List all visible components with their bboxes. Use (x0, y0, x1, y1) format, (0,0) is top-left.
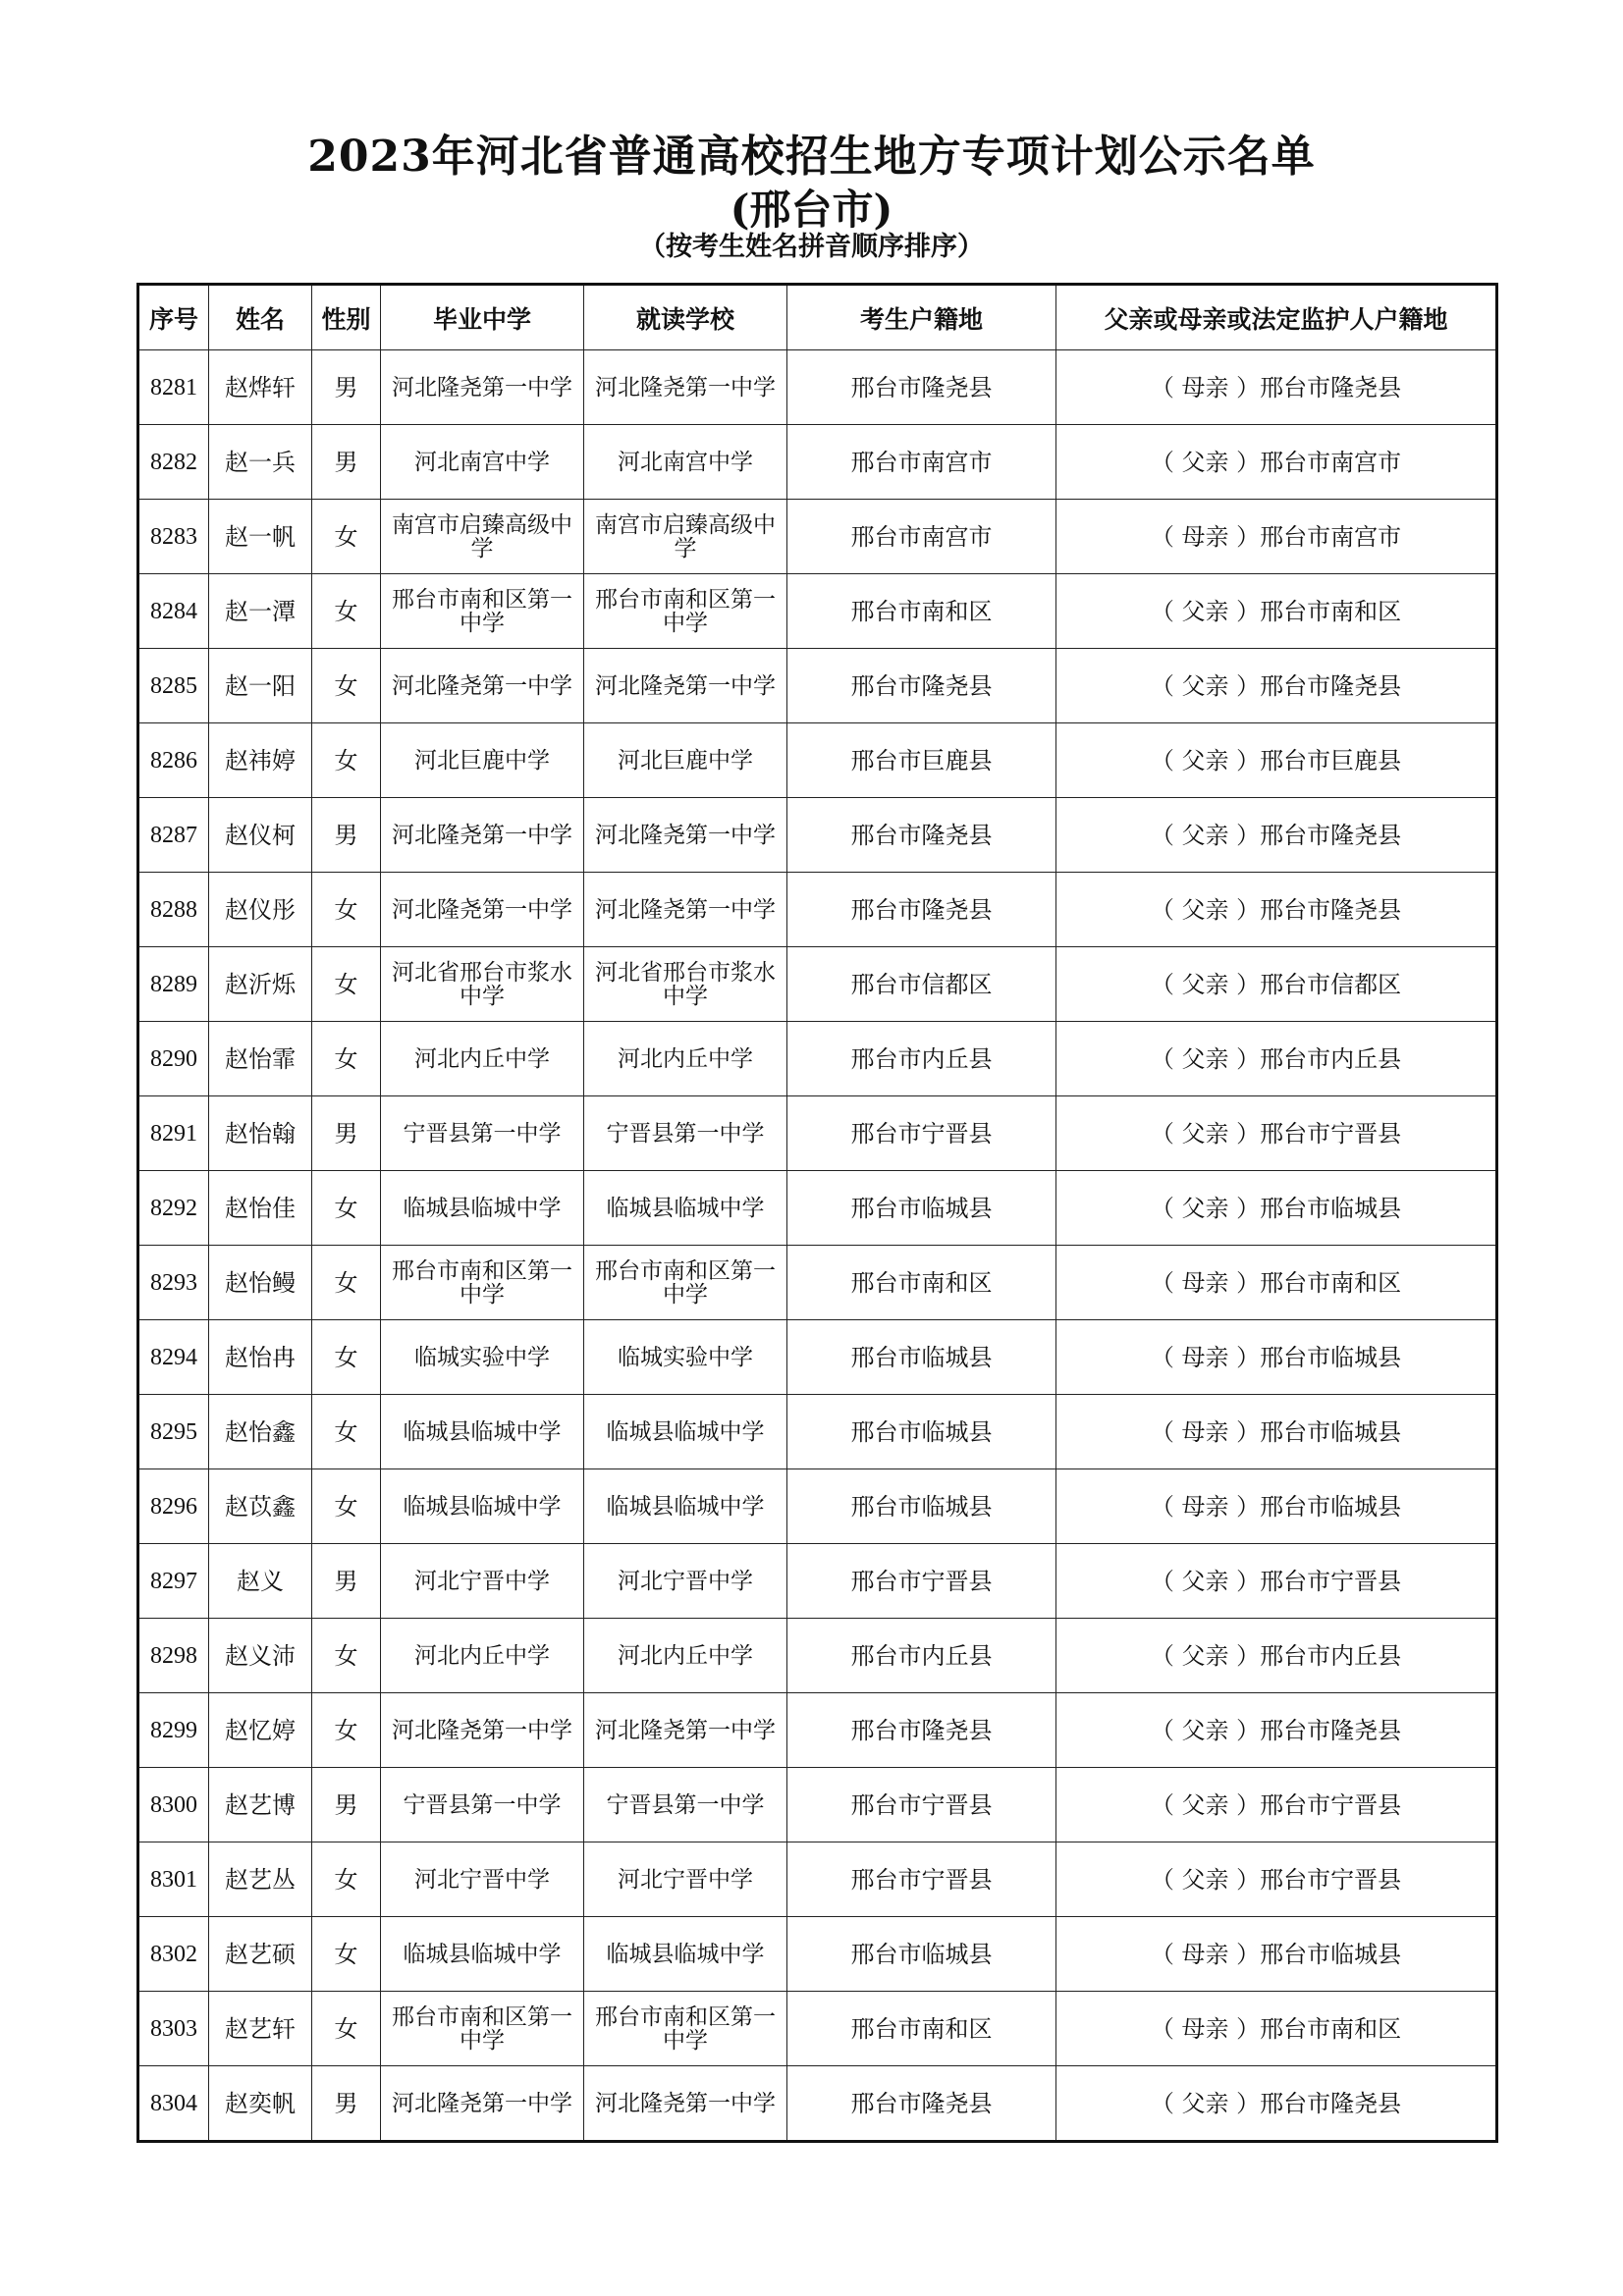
cell-graduation-school: 南宫市启臻高级中学 (381, 500, 584, 574)
header-name: 姓名 (209, 285, 312, 350)
cell-graduation-school: 宁晋县第一中学 (381, 1768, 584, 1842)
cell-current-school: 河北巨鹿中学 (584, 723, 787, 798)
table-row (138, 1619, 1497, 1693)
cell-name: 赵艺丛 (209, 1842, 312, 1917)
cell-gender: 女 (312, 1917, 381, 1992)
cell-current-school: 临城县临城中学 (584, 1171, 787, 1246)
cell-graduation-school: 河北内丘中学 (381, 1619, 584, 1693)
table-row (138, 1469, 1497, 1544)
cell-graduation-school: 邢台市南和区第一中学 (381, 574, 584, 649)
header-gender: 性别 (312, 285, 381, 350)
cell-gender: 女 (312, 1693, 381, 1768)
cell-household-registration: 邢台市内丘县 (787, 1619, 1056, 1693)
cell-household-registration: 邢台市内丘县 (787, 1022, 1056, 1096)
table-row (138, 1842, 1497, 1917)
table-row (138, 798, 1497, 873)
table-row (138, 649, 1497, 723)
cell-serial-no: 8296 (138, 1469, 209, 1544)
cell-household-registration: 邢台市南和区 (787, 1246, 1056, 1320)
cell-serial-no: 8303 (138, 1992, 209, 2066)
cell-serial-no: 8288 (138, 873, 209, 947)
cell-household-registration: 邢台市信都区 (787, 947, 1056, 1022)
cell-serial-no: 8285 (138, 649, 209, 723)
cell-name: 赵忆婷 (209, 1693, 312, 1768)
cell-current-school: 南宫市启臻高级中学 (584, 500, 787, 574)
cell-graduation-school: 邢台市南和区第一中学 (381, 1246, 584, 1320)
cell-name: 赵苡鑫 (209, 1469, 312, 1544)
cell-guardian-registration: （ 父亲 ）邢台市宁晋县 (1056, 1768, 1497, 1842)
cell-gender: 女 (312, 1022, 381, 1096)
cell-name: 赵义 (209, 1544, 312, 1619)
cell-name: 赵怡佳 (209, 1171, 312, 1246)
cell-current-school: 河北隆尧第一中学 (584, 350, 787, 425)
cell-graduation-school: 河北隆尧第一中学 (381, 350, 584, 425)
cell-serial-no: 8294 (138, 1320, 209, 1395)
table-row (138, 1544, 1497, 1619)
table-row (138, 1022, 1497, 1096)
cell-current-school: 河北隆尧第一中学 (584, 798, 787, 873)
cell-guardian-registration: （ 父亲 ）邢台市宁晋县 (1056, 1842, 1497, 1917)
cell-guardian-registration: （ 父亲 ）邢台市隆尧县 (1056, 1693, 1497, 1768)
table-row (138, 1171, 1497, 1246)
cell-gender: 女 (312, 873, 381, 947)
cell-graduation-school: 临城县临城中学 (381, 1171, 584, 1246)
cell-serial-no: 8286 (138, 723, 209, 798)
cell-name: 赵一潭 (209, 574, 312, 649)
cell-current-school: 宁晋县第一中学 (584, 1768, 787, 1842)
cell-current-school: 临城县临城中学 (584, 1469, 787, 1544)
cell-gender: 女 (312, 649, 381, 723)
cell-current-school: 河北隆尧第一中学 (584, 649, 787, 723)
cell-gender: 女 (312, 1395, 381, 1469)
cell-serial-no: 8300 (138, 1768, 209, 1842)
cell-household-registration: 邢台市隆尧县 (787, 2066, 1056, 2142)
cell-graduation-school: 临城县临城中学 (381, 1395, 584, 1469)
cell-current-school: 河北隆尧第一中学 (584, 1693, 787, 1768)
cell-graduation-school: 河北隆尧第一中学 (381, 2066, 584, 2142)
cell-current-school: 河北宁晋中学 (584, 1842, 787, 1917)
cell-gender: 女 (312, 1992, 381, 2066)
cell-serial-no: 8301 (138, 1842, 209, 1917)
cell-guardian-registration: （ 父亲 ）邢台市临城县 (1056, 1171, 1497, 1246)
table-row (138, 2066, 1497, 2142)
document-title: 2023年河北省普通高校招生地方专项计划公示名单 (307, 132, 1316, 182)
cell-gender: 女 (312, 1320, 381, 1395)
cell-graduation-school: 河北隆尧第一中学 (381, 649, 584, 723)
cell-gender: 男 (312, 350, 381, 425)
cell-current-school: 临城县临城中学 (584, 1395, 787, 1469)
cell-serial-no: 8282 (138, 425, 209, 500)
cell-current-school: 河北隆尧第一中学 (584, 2066, 787, 2142)
cell-graduation-school: 河北隆尧第一中学 (381, 1693, 584, 1768)
cell-guardian-registration: （ 母亲 ）邢台市南和区 (1056, 1992, 1497, 2066)
cell-serial-no: 8284 (138, 574, 209, 649)
cell-household-registration: 邢台市隆尧县 (787, 798, 1056, 873)
cell-gender: 男 (312, 798, 381, 873)
cell-guardian-registration: （ 母亲 ）邢台市南和区 (1056, 1246, 1497, 1320)
cell-graduation-school: 临城县临城中学 (381, 1469, 584, 1544)
cell-serial-no: 8283 (138, 500, 209, 574)
cell-serial-no: 8297 (138, 1544, 209, 1619)
cell-serial-no: 8304 (138, 2066, 209, 2142)
cell-guardian-registration: （ 母亲 ）邢台市南宫市 (1056, 500, 1497, 574)
cell-household-registration: 邢台市临城县 (787, 1917, 1056, 1992)
cell-household-registration: 邢台市临城县 (787, 1395, 1056, 1469)
cell-serial-no: 8281 (138, 350, 209, 425)
cell-name: 赵祎婷 (209, 723, 312, 798)
cell-guardian-registration: （ 父亲 ）邢台市隆尧县 (1056, 2066, 1497, 2142)
cell-graduation-school: 河北宁晋中学 (381, 1842, 584, 1917)
cell-guardian-registration: （ 父亲 ）邢台市隆尧县 (1056, 798, 1497, 873)
cell-guardian-registration: （ 母亲 ）邢台市临城县 (1056, 1395, 1497, 1469)
cell-household-registration: 邢台市南和区 (787, 574, 1056, 649)
cell-gender: 女 (312, 1469, 381, 1544)
cell-serial-no: 8295 (138, 1395, 209, 1469)
cell-household-registration: 邢台市隆尧县 (787, 1693, 1056, 1768)
cell-guardian-registration: （ 母亲 ）邢台市临城县 (1056, 1320, 1497, 1395)
cell-current-school: 河北内丘中学 (584, 1619, 787, 1693)
cell-gender: 男 (312, 425, 381, 500)
cell-household-registration: 邢台市宁晋县 (787, 1768, 1056, 1842)
cell-current-school: 河北宁晋中学 (584, 1544, 787, 1619)
cell-current-school: 临城实验中学 (584, 1320, 787, 1395)
cell-serial-no: 8299 (138, 1693, 209, 1768)
cell-graduation-school: 河北南宫中学 (381, 425, 584, 500)
cell-guardian-registration: （ 母亲 ）邢台市隆尧县 (1056, 350, 1497, 425)
cell-graduation-school: 河北巨鹿中学 (381, 723, 584, 798)
cell-graduation-school: 河北宁晋中学 (381, 1544, 584, 1619)
cell-name: 赵一阳 (209, 649, 312, 723)
header-household-registration: 考生户籍地 (787, 285, 1056, 350)
cell-graduation-school: 河北隆尧第一中学 (381, 798, 584, 873)
cell-guardian-registration: （ 父亲 ）邢台市南宫市 (1056, 425, 1497, 500)
header-graduation-school: 毕业中学 (381, 285, 584, 350)
cell-gender: 女 (312, 500, 381, 574)
cell-household-registration: 邢台市南宫市 (787, 500, 1056, 574)
cell-graduation-school: 河北隆尧第一中学 (381, 873, 584, 947)
table-row (138, 1246, 1497, 1320)
cell-graduation-school: 邢台市南和区第一中学 (381, 1992, 584, 2066)
cell-household-registration: 邢台市宁晋县 (787, 1842, 1056, 1917)
cell-guardian-registration: （ 父亲 ）邢台市南和区 (1056, 574, 1497, 649)
cell-household-registration: 邢台市宁晋县 (787, 1544, 1056, 1619)
cell-serial-no: 8290 (138, 1022, 209, 1096)
table-row (138, 723, 1497, 798)
cell-guardian-registration: （ 母亲 ）邢台市临城县 (1056, 1917, 1497, 1992)
cell-gender: 女 (312, 947, 381, 1022)
cell-current-school: 邢台市南和区第一中学 (584, 574, 787, 649)
cell-gender: 男 (312, 2066, 381, 2142)
cell-current-school: 邢台市南和区第一中学 (584, 1246, 787, 1320)
cell-name: 赵怡鳗 (209, 1246, 312, 1320)
cell-serial-no: 8298 (138, 1619, 209, 1693)
table-row (138, 574, 1497, 649)
cell-serial-no: 8292 (138, 1171, 209, 1246)
cell-serial-no: 8302 (138, 1917, 209, 1992)
cell-serial-no: 8287 (138, 798, 209, 873)
cell-household-registration: 邢台市隆尧县 (787, 649, 1056, 723)
cell-current-school: 河北隆尧第一中学 (584, 873, 787, 947)
table-row (138, 1395, 1497, 1469)
cell-name: 赵仪柯 (209, 798, 312, 873)
cell-guardian-registration: （ 父亲 ）邢台市宁晋县 (1056, 1544, 1497, 1619)
cell-current-school: 邢台市南和区第一中学 (584, 1992, 787, 2066)
cell-name: 赵一兵 (209, 425, 312, 500)
cell-name: 赵仪彤 (209, 873, 312, 947)
table-row (138, 1693, 1497, 1768)
sort-note: （按考生姓名拼音顺序排序） (639, 232, 984, 262)
cell-current-school: 河北省邢台市浆水中学 (584, 947, 787, 1022)
table-row (138, 1992, 1497, 2066)
cell-gender: 男 (312, 1096, 381, 1171)
cell-guardian-registration: （ 父亲 ）邢台市内丘县 (1056, 1619, 1497, 1693)
cell-guardian-registration: （ 父亲 ）邢台市内丘县 (1056, 1022, 1497, 1096)
cell-serial-no: 8289 (138, 947, 209, 1022)
cell-household-registration: 邢台市巨鹿县 (787, 723, 1056, 798)
cell-name: 赵沂烁 (209, 947, 312, 1022)
cell-household-registration: 邢台市临城县 (787, 1320, 1056, 1395)
cell-current-school: 宁晋县第一中学 (584, 1096, 787, 1171)
cell-guardian-registration: （ 父亲 ）邢台市隆尧县 (1056, 649, 1497, 723)
cell-serial-no: 8291 (138, 1096, 209, 1171)
cell-guardian-registration: （ 父亲 ）邢台市信都区 (1056, 947, 1497, 1022)
cell-graduation-school: 临城县临城中学 (381, 1917, 584, 1992)
cell-name: 赵怡翰 (209, 1096, 312, 1171)
cell-name: 赵艺博 (209, 1768, 312, 1842)
cell-serial-no: 8293 (138, 1246, 209, 1320)
cell-current-school: 临城县临城中学 (584, 1917, 787, 1992)
table-header-row (138, 285, 1497, 350)
table-row (138, 350, 1497, 425)
cell-household-registration: 邢台市南宫市 (787, 425, 1056, 500)
cell-gender: 女 (312, 1171, 381, 1246)
header-current-school: 就读学校 (584, 285, 787, 350)
cell-gender: 男 (312, 1544, 381, 1619)
cell-current-school: 河北南宫中学 (584, 425, 787, 500)
cell-name: 赵怡冉 (209, 1320, 312, 1395)
cell-name: 赵奕帆 (209, 2066, 312, 2142)
table-row (138, 1768, 1497, 1842)
table-row (138, 873, 1497, 947)
cell-name: 赵一帆 (209, 500, 312, 574)
cell-gender: 女 (312, 1246, 381, 1320)
cell-guardian-registration: （ 母亲 ）邢台市临城县 (1056, 1469, 1497, 1544)
cell-name: 赵怡鑫 (209, 1395, 312, 1469)
table-body (138, 350, 1497, 2142)
cell-name: 赵义沛 (209, 1619, 312, 1693)
table-row (138, 947, 1497, 1022)
cell-name: 赵艺轩 (209, 1992, 312, 2066)
cell-gender: 女 (312, 1842, 381, 1917)
cell-guardian-registration: （ 父亲 ）邢台市巨鹿县 (1056, 723, 1497, 798)
cell-name: 赵艺硕 (209, 1917, 312, 1992)
cell-gender: 女 (312, 574, 381, 649)
document-subtitle: (邢台市) (730, 186, 893, 234)
cell-guardian-registration: （ 父亲 ）邢台市宁晋县 (1056, 1096, 1497, 1171)
table-row (138, 500, 1497, 574)
cell-graduation-school: 河北省邢台市浆水中学 (381, 947, 584, 1022)
cell-household-registration: 邢台市隆尧县 (787, 350, 1056, 425)
cell-guardian-registration: （ 父亲 ）邢台市隆尧县 (1056, 873, 1497, 947)
cell-gender: 男 (312, 1768, 381, 1842)
cell-household-registration: 邢台市隆尧县 (787, 873, 1056, 947)
table-row (138, 1096, 1497, 1171)
cell-household-registration: 邢台市临城县 (787, 1469, 1056, 1544)
cell-gender: 女 (312, 723, 381, 798)
cell-household-registration: 邢台市宁晋县 (787, 1096, 1056, 1171)
cell-household-registration: 邢台市南和区 (787, 1992, 1056, 2066)
cell-current-school: 河北内丘中学 (584, 1022, 787, 1096)
cell-household-registration: 邢台市临城县 (787, 1171, 1056, 1246)
header-guardian-registration: 父亲或母亲或法定监护人户籍地 (1056, 285, 1497, 350)
cell-graduation-school: 临城实验中学 (381, 1320, 584, 1395)
table-row (138, 1917, 1497, 1992)
header-serial-no: 序号 (138, 285, 209, 350)
cell-graduation-school: 河北内丘中学 (381, 1022, 584, 1096)
table-row (138, 425, 1497, 500)
cell-name: 赵烨轩 (209, 350, 312, 425)
cell-name: 赵怡霏 (209, 1022, 312, 1096)
admission-list-table (136, 283, 1498, 2143)
table-row (138, 1320, 1497, 1395)
cell-graduation-school: 宁晋县第一中学 (381, 1096, 584, 1171)
cell-gender: 女 (312, 1619, 381, 1693)
